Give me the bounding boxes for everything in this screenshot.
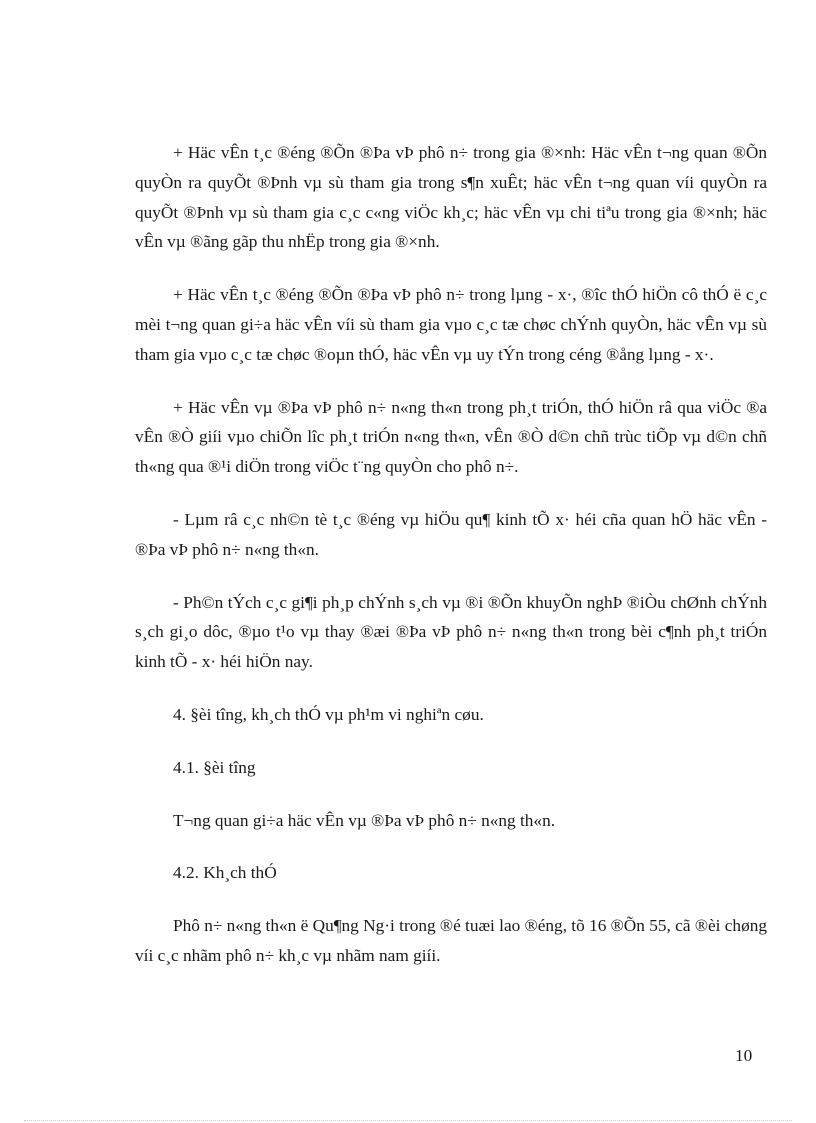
paragraph-education-development: + Häc vÊn vµ ®Þa vÞ phô n÷ n«ng th«n trong ph¸t triÓn, thÓ hiÖn râ qua viÖc ®a vÊn ®Ò giíi vµo chiÕn lîc ph¸t triÓn n«ng th«n, vÊn ®Ò d©n chñ trùc tiÕp vµ d©n chñ th«ng qua ®¹i diÖn trong viÖc t¨ng quyÒn cho phô n÷. xyxy=(135,397,767,477)
paragraph-education-family: + Häc vÊn t¸c ®éng ®Õn ®Þa vÞ phô n÷ trong gia ®×nh: Häc vÊn t¬ng quan ®Õn quyÒn ra quyÕt ®Þnh vµ sù tham gia trong s¶n xuÊt; häc vÊn t¬ng quan víi quyÒn ra quyÕt ®Þnh vµ sù tham gia c¸c c«ng viÖc kh¸c; häc vÊn vµ chi tiªu trong gia ®×nh; häc vÊn vµ ®ãng gãp thu nhËp trong gia ®×nh. xyxy=(135,143,767,252)
page-bottom-rule xyxy=(24,1120,792,1121)
paragraph-subject: T¬ng quan gi÷a häc vÊn vµ ®Þa vÞ phô n÷ n«ng th«n. xyxy=(173,810,556,830)
paragraph-education-village: + Häc vÊn t¸c ®éng ®Õn ®Þa vÞ phô n÷ trong lµng - x·, ®îc thÓ hiÖn cô thÓ ë c¸c mèi t¬ng quan gi÷a häc vÊn víi sù tham gia vµo c¸c tæ chøc chÝnh quyÒn, häc vÊn vµ sù tham gia vµo c¸c tæ chøc ®oµn thÓ, häc vÊn vµ uy tÝn trong céng ®ång lµng - x·. xyxy=(135,285,767,364)
paragraph-object: Phô n÷ n«ng th«n ë Qu¶ng Ng·i trong ®é tuæi lao ®éng, tõ 16 ®Õn 55, cã ®èi chøng víi c¸c nhãm phô n÷ kh¸c vµ nhãm nam giíi. xyxy=(135,916,767,965)
paragraph-policy-analysis: - Ph©n tÝch c¸c gi¶i ph¸p chÝnh s¸ch vµ ®i ®Õn khuyÕn nghÞ ®iÒu chØnh chÝnh s¸ch gi¸o dôc, ®µo t¹o vµ thay ®æi ®Þa vÞ phô n÷ n«ng th«n trong bèi c¶nh ph¸t triÓn kinh tÕ - x· héi hiÖn nay. xyxy=(135,592,767,672)
section-heading-4: 4. §èi tîng, kh¸ch thÓ vµ ph¹m vi nghiªn cøu. xyxy=(173,704,484,724)
body-text xyxy=(135,138,767,994)
section-heading-4-1: 4.1. §èi tîng xyxy=(173,757,256,777)
section-heading-4-2: 4.2. Kh¸ch thÓ xyxy=(173,863,277,883)
paragraph-factors: - Lµm râ c¸c nh©n tè t¸c ®éng vµ hiÖu qu¶ kinh tÕ x· héi cña quan hÖ häc vÊn - ®Þa vÞ phô n÷ n«ng th«n. xyxy=(135,509,767,559)
page-number: 10 xyxy=(735,1046,753,1065)
